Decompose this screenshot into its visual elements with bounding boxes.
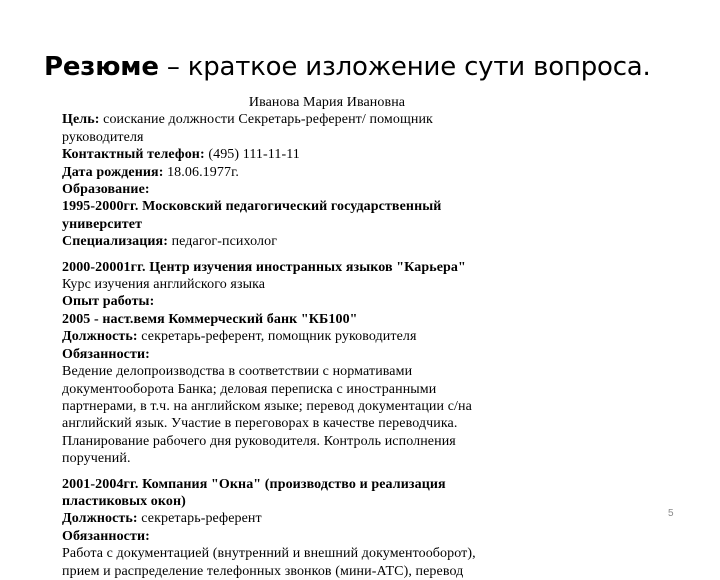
page-number: 5	[668, 508, 674, 519]
job1-position-line	[62, 328, 632, 345]
specialization-value: педагог-психолог	[167, 234, 278, 250]
job1-duties-label: Обязанности:	[62, 346, 150, 362]
education-line: 1995-2000гг. Московский педагогический государственный	[62, 199, 442, 215]
specialization-label: Специализация:	[62, 234, 168, 250]
slide-title-definition: – краткое изложение сути вопроса.	[158, 52, 651, 82]
job1-duty-line: английский язык. Участие в переговорах в качестве переводчика.	[62, 416, 458, 432]
resume-document	[62, 94, 632, 579]
job2-duty-line: Работа с документацией (внутренний и внешний документооборот),	[62, 546, 476, 562]
job1-duty-line: поручений.	[62, 451, 131, 467]
job2-duties-label: Обязанности:	[62, 528, 150, 544]
slide-title-term: Резюме	[44, 52, 159, 82]
experience-label: Опыт работы:	[62, 294, 155, 310]
job2-line: 2001-2004гг. Компания "Окна" (производство и реализация	[62, 476, 446, 492]
goal-text-cont: руководителя	[62, 129, 144, 145]
section-gap	[62, 468, 632, 476]
phone-line	[62, 146, 632, 163]
section-gap	[62, 251, 632, 259]
job2-position-line	[62, 510, 632, 527]
education-label: Образование:	[62, 182, 150, 198]
phone-value: (495) 111-11-11	[204, 147, 300, 163]
job1-line: 2005 - наст.вемя Коммерческий банк "КБ100"	[62, 311, 358, 327]
job1-duty-line: документооборота Банка; деловая переписка с иностранными	[62, 381, 437, 397]
specialization-line	[62, 233, 632, 250]
job2-duty-line: прием и распределение телефонных звонков (мини-АТС), перевод	[62, 563, 464, 579]
course-description: Курс изучения английского языка	[62, 277, 266, 293]
phone-label: Контактный телефон:	[62, 147, 205, 163]
resume-name: Иванова Мария Ивановна	[248, 95, 406, 110]
goal-line	[62, 111, 632, 128]
job2-position-label: Должность:	[62, 511, 138, 527]
job1-duty-line: Планирование рабочего дня руководителя. Контроль исполнения	[62, 433, 456, 449]
job2-position-value: секретарь-референт	[137, 511, 262, 527]
slide-title	[44, 50, 651, 84]
job1-duty-line: Ведение делопроизводства в соответствии с нормативами	[62, 364, 413, 380]
birth-label: Дата рождения:	[62, 164, 164, 180]
job1-position-value: секретарь-референт, помощник руководителя	[137, 329, 417, 345]
birth-value: 18.06.1977г.	[163, 164, 239, 180]
birth-line	[62, 164, 632, 181]
goal-label: Цель:	[62, 112, 100, 128]
goal-text: соискание должности Секретарь-референт/ помощник	[99, 112, 433, 128]
education-line-cont: университет	[62, 216, 143, 232]
job1-position-label: Должность:	[62, 329, 138, 345]
job1-duty-line: партнерами, в т.ч. на английском языке; перевод документации с/на	[62, 398, 472, 414]
job2-line-cont: пластиковых окон)	[62, 493, 186, 509]
course-line: 2000-20001гг. Центр изучения иностранных языков "Карьера"	[62, 259, 466, 275]
